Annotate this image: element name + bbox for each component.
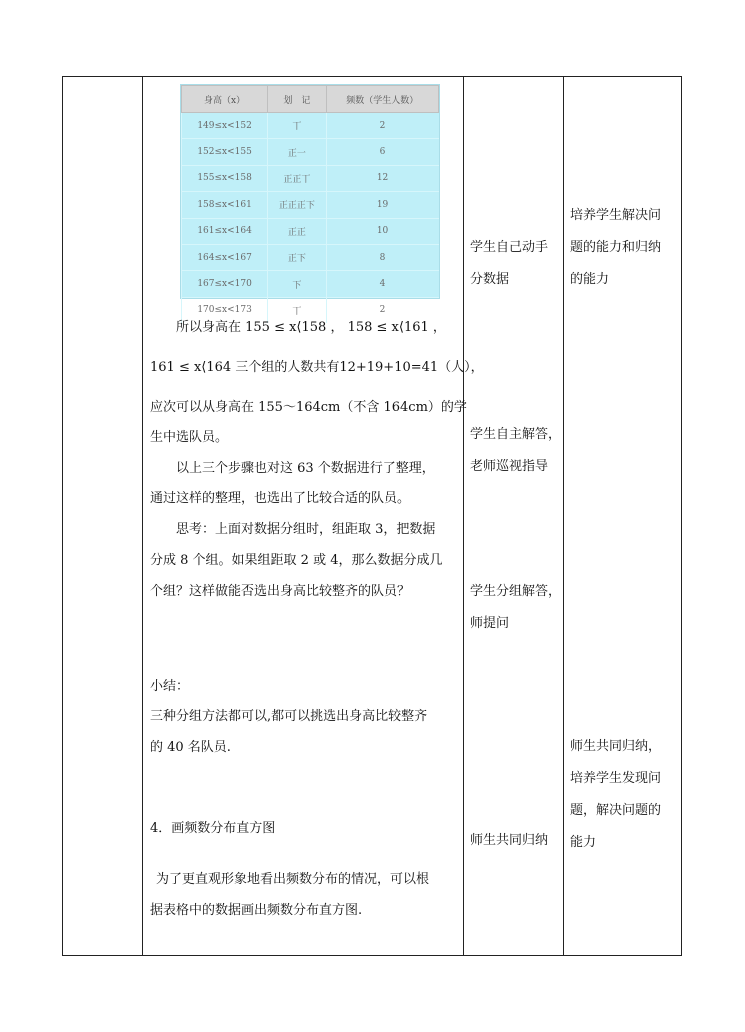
paragraph-steps-line-1: 以上三个步骤也对这 63 个数据进行了整理， [176,461,435,476]
tally: 下 [268,271,326,297]
column-divider-3 [563,76,564,956]
height-range: 149≤x<152 [182,113,268,139]
paragraph-select-line-1: 应次可以从身高在 155～164cm（不含 164cm）的学 [150,400,467,415]
student-activity-1-line-1: 学生自己动手 [470,240,549,255]
student-activity-1 [470,232,548,296]
frequency: 19 [326,192,438,218]
student-activity-2-line-2: 老师巡视指导 [470,459,549,474]
student-activity-3-line-1: 学生分组解答， [470,584,562,599]
paragraph-histogram-line-1: 为了更直观形象地看出频数分布的情况，可以根 [156,872,430,887]
table-row [182,139,439,165]
design-purpose-1-line-1: 培养学生解决问 [570,208,662,223]
design-purpose-1-line-2: 题的能力和归纳 [570,240,662,255]
frequency: 10 [326,218,438,244]
frequency-table-image [180,84,440,317]
paragraph-histogram-line-2: 据表格中的数据画出频数分布直方图. [150,903,363,918]
table-row [182,244,439,270]
header-tally: 划 记 [268,86,326,113]
student-activity-3-line-2: 师提问 [470,616,510,631]
tally: 正正 [268,218,326,244]
table-row [182,113,439,139]
design-purpose-2-line-1: 师生共同归纳， [570,739,662,754]
design-purpose-1 [570,200,661,296]
design-purpose-2-line-4: 能力 [570,835,597,850]
frequency: 4 [326,271,438,297]
frequency: 8 [326,244,438,270]
student-activity-4: 师生共同归纳 [470,833,549,848]
frequency-table-header [182,86,439,113]
column-divider-2 [463,76,464,956]
student-activity-1-line-2: 分数据 [470,272,510,287]
header-frequency: 频数（学生人数） [326,86,438,113]
height-range: 158≤x<161 [182,192,268,218]
tally: 正一 [268,139,326,165]
paragraph-think-line-3: 个组？这样做能否选出身高比较整齐的队员？ [150,584,411,599]
frequency: 6 [326,139,438,165]
height-range: 155≤x<158 [182,165,268,191]
summary-title: 小结： [150,679,190,694]
design-purpose-2 [570,731,661,859]
frequency: 12 [326,165,438,191]
tally: 正正丅 [268,165,326,191]
paragraph-steps-line-2: 通过这样的整理，也选出了比较合适的队员。 [150,491,411,506]
section-heading-histogram: 4．画频数分布直方图 [150,821,276,836]
table-row [182,192,439,218]
student-activity-2-line-1: 学生自主解答， [470,427,562,442]
tally: 正下 [268,244,326,270]
summary-line-2: 的 40 名队员. [150,740,231,755]
paragraph-think-line-1: 思考：上面对数据分组时，组距取 3，把数据 [176,522,436,537]
paragraph-height-range-1: 所以身高在 155 ≤ x⟨158 ， 158 ≤ x⟨161 ， [176,320,446,335]
paragraph-think-line-2: 分成 8 个组。如果组距取 2 或 4，那么数据分成几 [150,553,443,568]
table-row [182,165,439,191]
tally: 丅 [268,297,326,323]
header-height: 身高（x） [182,86,268,113]
student-activity-2 [470,419,561,483]
column-divider-1 [142,76,143,956]
height-range: 161≤x<164 [182,218,268,244]
design-purpose-2-line-3: 题，解决问题的 [570,803,662,818]
design-purpose-1-line-3: 的能力 [570,272,610,287]
design-purpose-2-line-2: 培养学生发现问 [570,771,662,786]
height-range: 164≤x<167 [182,244,268,270]
height-range: 167≤x<170 [182,271,268,297]
tally: 丅 [268,113,326,139]
paragraph-select-line-2: 生中选队员。 [150,430,229,445]
height-range: 152≤x<155 [182,139,268,165]
frequency: 2 [326,113,438,139]
frequency: 2 [326,297,438,323]
student-activity-3 [470,576,561,640]
table-row [182,271,439,297]
paragraph-height-range-2: 161 ≤ x⟨164 三个组的人数共有12+19+10=41（人）， [150,360,484,375]
table-row [182,218,439,244]
height-range: 170≤x<173 [182,297,268,323]
summary-line-1: 三种分组方法都可以,都可以挑选出身高比较整齐 [150,709,428,724]
tally: 正正正下 [268,192,326,218]
